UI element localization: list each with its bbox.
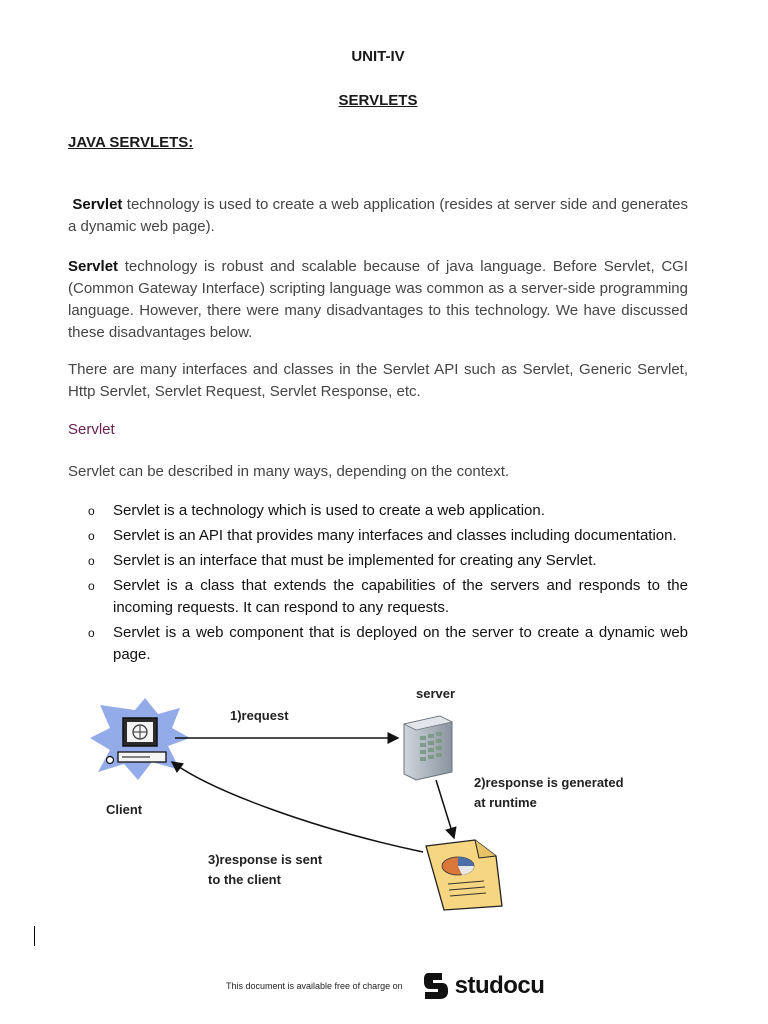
paragraph-1-text: technology is used to create a web application (resides at server side and generates a dynamic web page). bbox=[68, 196, 688, 235]
client-label: Client bbox=[106, 802, 143, 817]
bullet-marker: o bbox=[88, 504, 95, 518]
client-computer-icon bbox=[90, 698, 190, 780]
response-generated-arrow bbox=[436, 780, 454, 838]
studocu-logo[interactable] bbox=[421, 970, 545, 1002]
response-generated-label-line2: at runtime bbox=[474, 795, 537, 810]
paragraph-2-bold: Servlet bbox=[68, 258, 119, 275]
servlet-diagram bbox=[80, 680, 680, 920]
list-item-text: Servlet is a class that extends the capabilities of the servers and responds to the incoming requests. It can respond to any requests. bbox=[113, 577, 688, 616]
response-sent-arrow bbox=[172, 762, 423, 852]
server-icon bbox=[404, 716, 452, 780]
studocu-logo-icon bbox=[421, 970, 451, 1002]
bullet-marker: o bbox=[88, 529, 95, 543]
section-heading: JAVA SERVLETS: bbox=[68, 134, 194, 151]
request-label: 1)request bbox=[230, 708, 289, 723]
paragraph-1 bbox=[68, 194, 688, 238]
list-item bbox=[68, 575, 688, 619]
list-item bbox=[68, 525, 688, 547]
paragraph-3 bbox=[68, 359, 688, 403]
list-item-text: Servlet is an API that provides many interfaces and classes including documentation. bbox=[113, 527, 677, 544]
list-item bbox=[68, 550, 688, 572]
bullet-marker: o bbox=[88, 626, 95, 640]
list-item bbox=[68, 500, 688, 522]
unit-heading: UNIT-IV bbox=[351, 48, 405, 65]
page-title: SERVLETS bbox=[338, 92, 418, 109]
paragraph-3-text: There are many interfaces and classes in the Servlet API such as Servlet, Generic Servlet, Http Servlet, Servlet Request, Servlet Response, etc. bbox=[68, 361, 688, 400]
bullet-list bbox=[68, 500, 688, 669]
list-item bbox=[68, 622, 688, 666]
paragraph-2-text: technology is robust and scalable because of java language. Before Servlet, CGI (Common Gateway Interface) scripting language was common as a server-side programming language. However, there were many disadvantages to this technology. We have discussed these disadvantages below. bbox=[68, 258, 688, 341]
paragraph-2 bbox=[68, 256, 688, 344]
servlet-subheading: Servlet bbox=[68, 421, 115, 438]
response-sent-label-line2: to the client bbox=[208, 872, 281, 887]
document-pie-icon bbox=[426, 840, 502, 910]
intro-paragraph: Servlet can be described in many ways, depending on the context. bbox=[68, 463, 510, 480]
response-generated-label-line1: 2)response is generated bbox=[474, 775, 624, 790]
studocu-logo-text: studocu bbox=[454, 972, 545, 999]
footer bbox=[226, 968, 544, 1004]
paragraph-1-bold: Servlet bbox=[72, 196, 123, 213]
list-item-text: Servlet is a technology which is used to create a web application. bbox=[113, 502, 545, 519]
list-item-text: Servlet is a web component that is deployed on the server to create a dynamic web page. bbox=[113, 624, 688, 663]
server-label: server bbox=[416, 686, 456, 701]
response-sent-label-line1: 3)response is sent bbox=[208, 852, 323, 867]
list-item-text: Servlet is an interface that must be implemented for creating any Servlet. bbox=[113, 552, 597, 569]
bullet-marker: o bbox=[88, 554, 95, 568]
text-cursor bbox=[34, 926, 35, 946]
footer-text: This document is available free of charge on bbox=[226, 981, 403, 991]
bullet-marker: o bbox=[88, 579, 95, 593]
